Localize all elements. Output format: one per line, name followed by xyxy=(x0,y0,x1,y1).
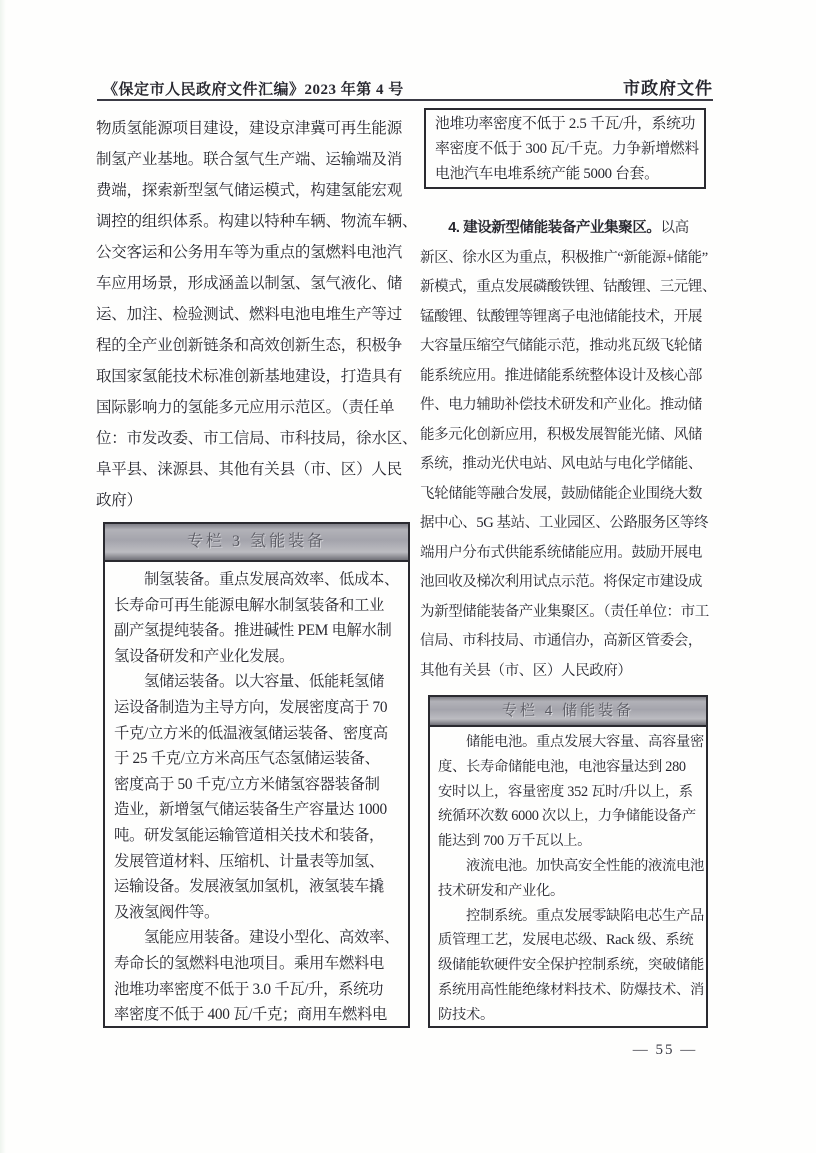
text-line: 电池汽车电堆系统产能 5000 台套。 xyxy=(435,166,659,182)
text-line: 及液氢阀件等。 xyxy=(114,903,219,921)
text-line: 级储能软硬件安全保护控制系统，突破储能 xyxy=(438,957,704,974)
panel-3-body xyxy=(105,562,408,1028)
header-publication-title: 《保定市人民政府文件汇编》2023 年第 4 号 xyxy=(103,82,404,98)
text-line: 统循环次数 6000 次以上，力争储能设备产 xyxy=(438,808,696,825)
text-line: 制氢装备。重点发展高效率、低成本、 xyxy=(114,571,399,588)
panel-3-continuation-box xyxy=(424,108,706,189)
text-line: 寿命长的氢燃料电池项目。乘用车燃料电 xyxy=(114,954,384,972)
left-column-text xyxy=(96,113,418,516)
text-line: 信局、市科技局、市通信办，高新区管委会， xyxy=(420,633,702,649)
header-section-label: 市政府文件 xyxy=(623,79,713,98)
text-line: 能达到 700 万千瓦以上。 xyxy=(438,833,592,850)
text-line: 防技术。 xyxy=(438,1006,494,1023)
text-line: 吨。研发氢能运输管道相关技术和装备， xyxy=(114,826,384,844)
text-line: 政府） xyxy=(96,492,142,509)
text-line: 度、长寿命储能电池，电池容量达到 280 xyxy=(438,758,686,775)
text-line: 千克/立方米的低温液氢储运装备、密度高 xyxy=(114,724,388,742)
text-line: 位：市发改委、市工信局、市科技局，徐水区、 xyxy=(96,430,418,447)
text-line: 氢储运装备。以大容量、低能耗氢储 xyxy=(114,673,384,691)
text-line: 调控的组织体系。构建以特种车辆、物流车辆、 xyxy=(96,213,418,230)
text-line: 于 25 千克/立方米高压气态氢储运装备、 xyxy=(114,750,380,768)
page-number: — 55 — xyxy=(632,1042,698,1058)
text-line: 长寿命可再生能源电解水制氢装备和工业 xyxy=(114,596,384,614)
text-line: 安时以上，容量密度 352 瓦时/升以上，系 xyxy=(438,783,693,800)
paragraph-4-first-line xyxy=(420,214,718,244)
panel-3-hydrogen-equipment xyxy=(103,522,410,1028)
scan-edge-tint xyxy=(0,0,6,1153)
text-line: 飞轮储能等融合发展，鼓励储能企业围绕大数 xyxy=(420,485,702,502)
text-line: 运输设备。发展液氢加氢机，液氢装车撬 xyxy=(114,878,384,896)
text-line: 池堆功率密度不低于 2.5 千瓦/升，系统功 xyxy=(435,116,696,132)
text-line: 制氢产业基地。联合氢气生产端、运输端及消 xyxy=(96,151,403,168)
right-column-text xyxy=(420,214,718,686)
right-column-lines xyxy=(420,244,718,687)
text-line: 率密度不低于 300 瓦/千克。力争新增燃料 xyxy=(435,141,699,157)
text-line: 据中心、5G 基站、工业园区、公路服务区等终 xyxy=(420,515,709,531)
text-line: 运、加注、检验测试、燃料电池电堆生产等过 xyxy=(96,306,403,323)
panel-4-title: 专栏 4 储能装备 xyxy=(430,697,706,727)
text-line: 技术研发和产业化。 xyxy=(438,882,564,899)
text-line: 能多元化创新应用，积极发展智能光储、风储 xyxy=(420,426,702,443)
paragraph-4-lead-rest: 以高 xyxy=(660,220,689,236)
text-line: 系统，推动光伏电站、风电站与电化学储能、 xyxy=(420,456,702,472)
text-line: 端用户分布式供能系统储能应用。鼓励开展电 xyxy=(420,544,702,561)
text-line: 密度高于 50 千克/立方米储氢容器装备制 xyxy=(114,775,380,793)
paragraph-4-lead: 4. 建设新型储能装备产业集聚区。 xyxy=(420,220,661,236)
header-rule xyxy=(97,99,713,101)
panel-3-title: 专栏 3 氢能装备 xyxy=(105,524,408,562)
text-line: 车应用场景，形成涵盖以制氢、氢气液化、储 xyxy=(96,275,403,292)
text-line: 国际影响力的氢能多元应用示范区。（责任单 xyxy=(96,399,395,416)
text-line: 氢能应用装备。建设小型化、高效率、 xyxy=(114,929,399,947)
panel-4-body xyxy=(430,727,706,1028)
text-line: 新模式，重点发展磷酸铁锂、钴酸锂、三元锂、 xyxy=(420,279,717,295)
text-line: 为新型储能装备产业集聚区。（责任单位：市工 xyxy=(420,603,709,620)
text-line: 程的全产业创新链条和高效创新生态，积极争 xyxy=(96,337,403,354)
text-line: 新区、徐水区为重点，积极推广“新能源+储能” xyxy=(420,249,708,266)
text-line: 池回收及梯次利用试点示范。将保定市建设成 xyxy=(420,574,702,590)
text-line: 液流电池。加快高安全性能的液流电池 xyxy=(438,857,704,874)
text-line: 副产氢提纯装备。推进碱性 PEM 电解水制 xyxy=(114,622,392,640)
text-line: 其他有关县（市、区）人民政府） xyxy=(420,662,632,679)
text-line: 阜平县、涞源县、其他有关县（市、区）人民 xyxy=(96,461,403,478)
text-line: 控制系统。重点发展零缺陷电芯生产品 xyxy=(438,907,704,924)
text-line: 件、电力辅助补偿技术研发和产业化。推动储 xyxy=(420,397,702,413)
text-line: 公交客运和公务用车等为重点的氢燃料电池汽 xyxy=(96,244,403,261)
text-line: 物质氢能源项目建设，建设京津冀可再生能源 xyxy=(96,120,403,137)
text-line: 费端，探索新型氢气储运模式，构建氢能宏观 xyxy=(96,182,403,199)
text-line: 发展管道材料、压缩机、计量表等加氢、 xyxy=(114,852,384,870)
panel-4-energy-storage-equipment xyxy=(428,695,708,1028)
text-line: 运设备制造为主导方向，发展密度高于 70 xyxy=(114,698,388,716)
text-line: 率密度不低于 400 瓦/千克；商用车燃料电 xyxy=(114,1006,387,1024)
text-line: 能系统应用。推进储能系统整体设计及核心部 xyxy=(420,367,702,384)
text-line: 造业，新增氢气储运装备生产容量达 1000 xyxy=(114,801,387,819)
text-line: 大容量压缩空气储能示范，推动兆瓦级飞轮储 xyxy=(420,338,702,354)
text-line: 储能电池。重点发展大容量、高容量密 xyxy=(438,734,704,750)
text-line: 锰酸锂、钛酸锂等锂离子电池储能技术，开展 xyxy=(420,308,702,325)
text-line: 取国家氢能技术标准创新基地建设，打造具有 xyxy=(96,368,403,385)
panel-3-continuation-body xyxy=(426,110,704,187)
text-line: 质管理工艺，发展电芯级、Rack 级、系统 xyxy=(438,932,694,949)
text-line: 氢设备研发和产业化发展。 xyxy=(114,647,294,665)
text-line: 池堆功率密度不低于 3.0 千瓦/升，系统功 xyxy=(114,980,384,998)
text-line: 系统用高性能绝缘材料技术、防爆技术、消 xyxy=(438,981,704,998)
